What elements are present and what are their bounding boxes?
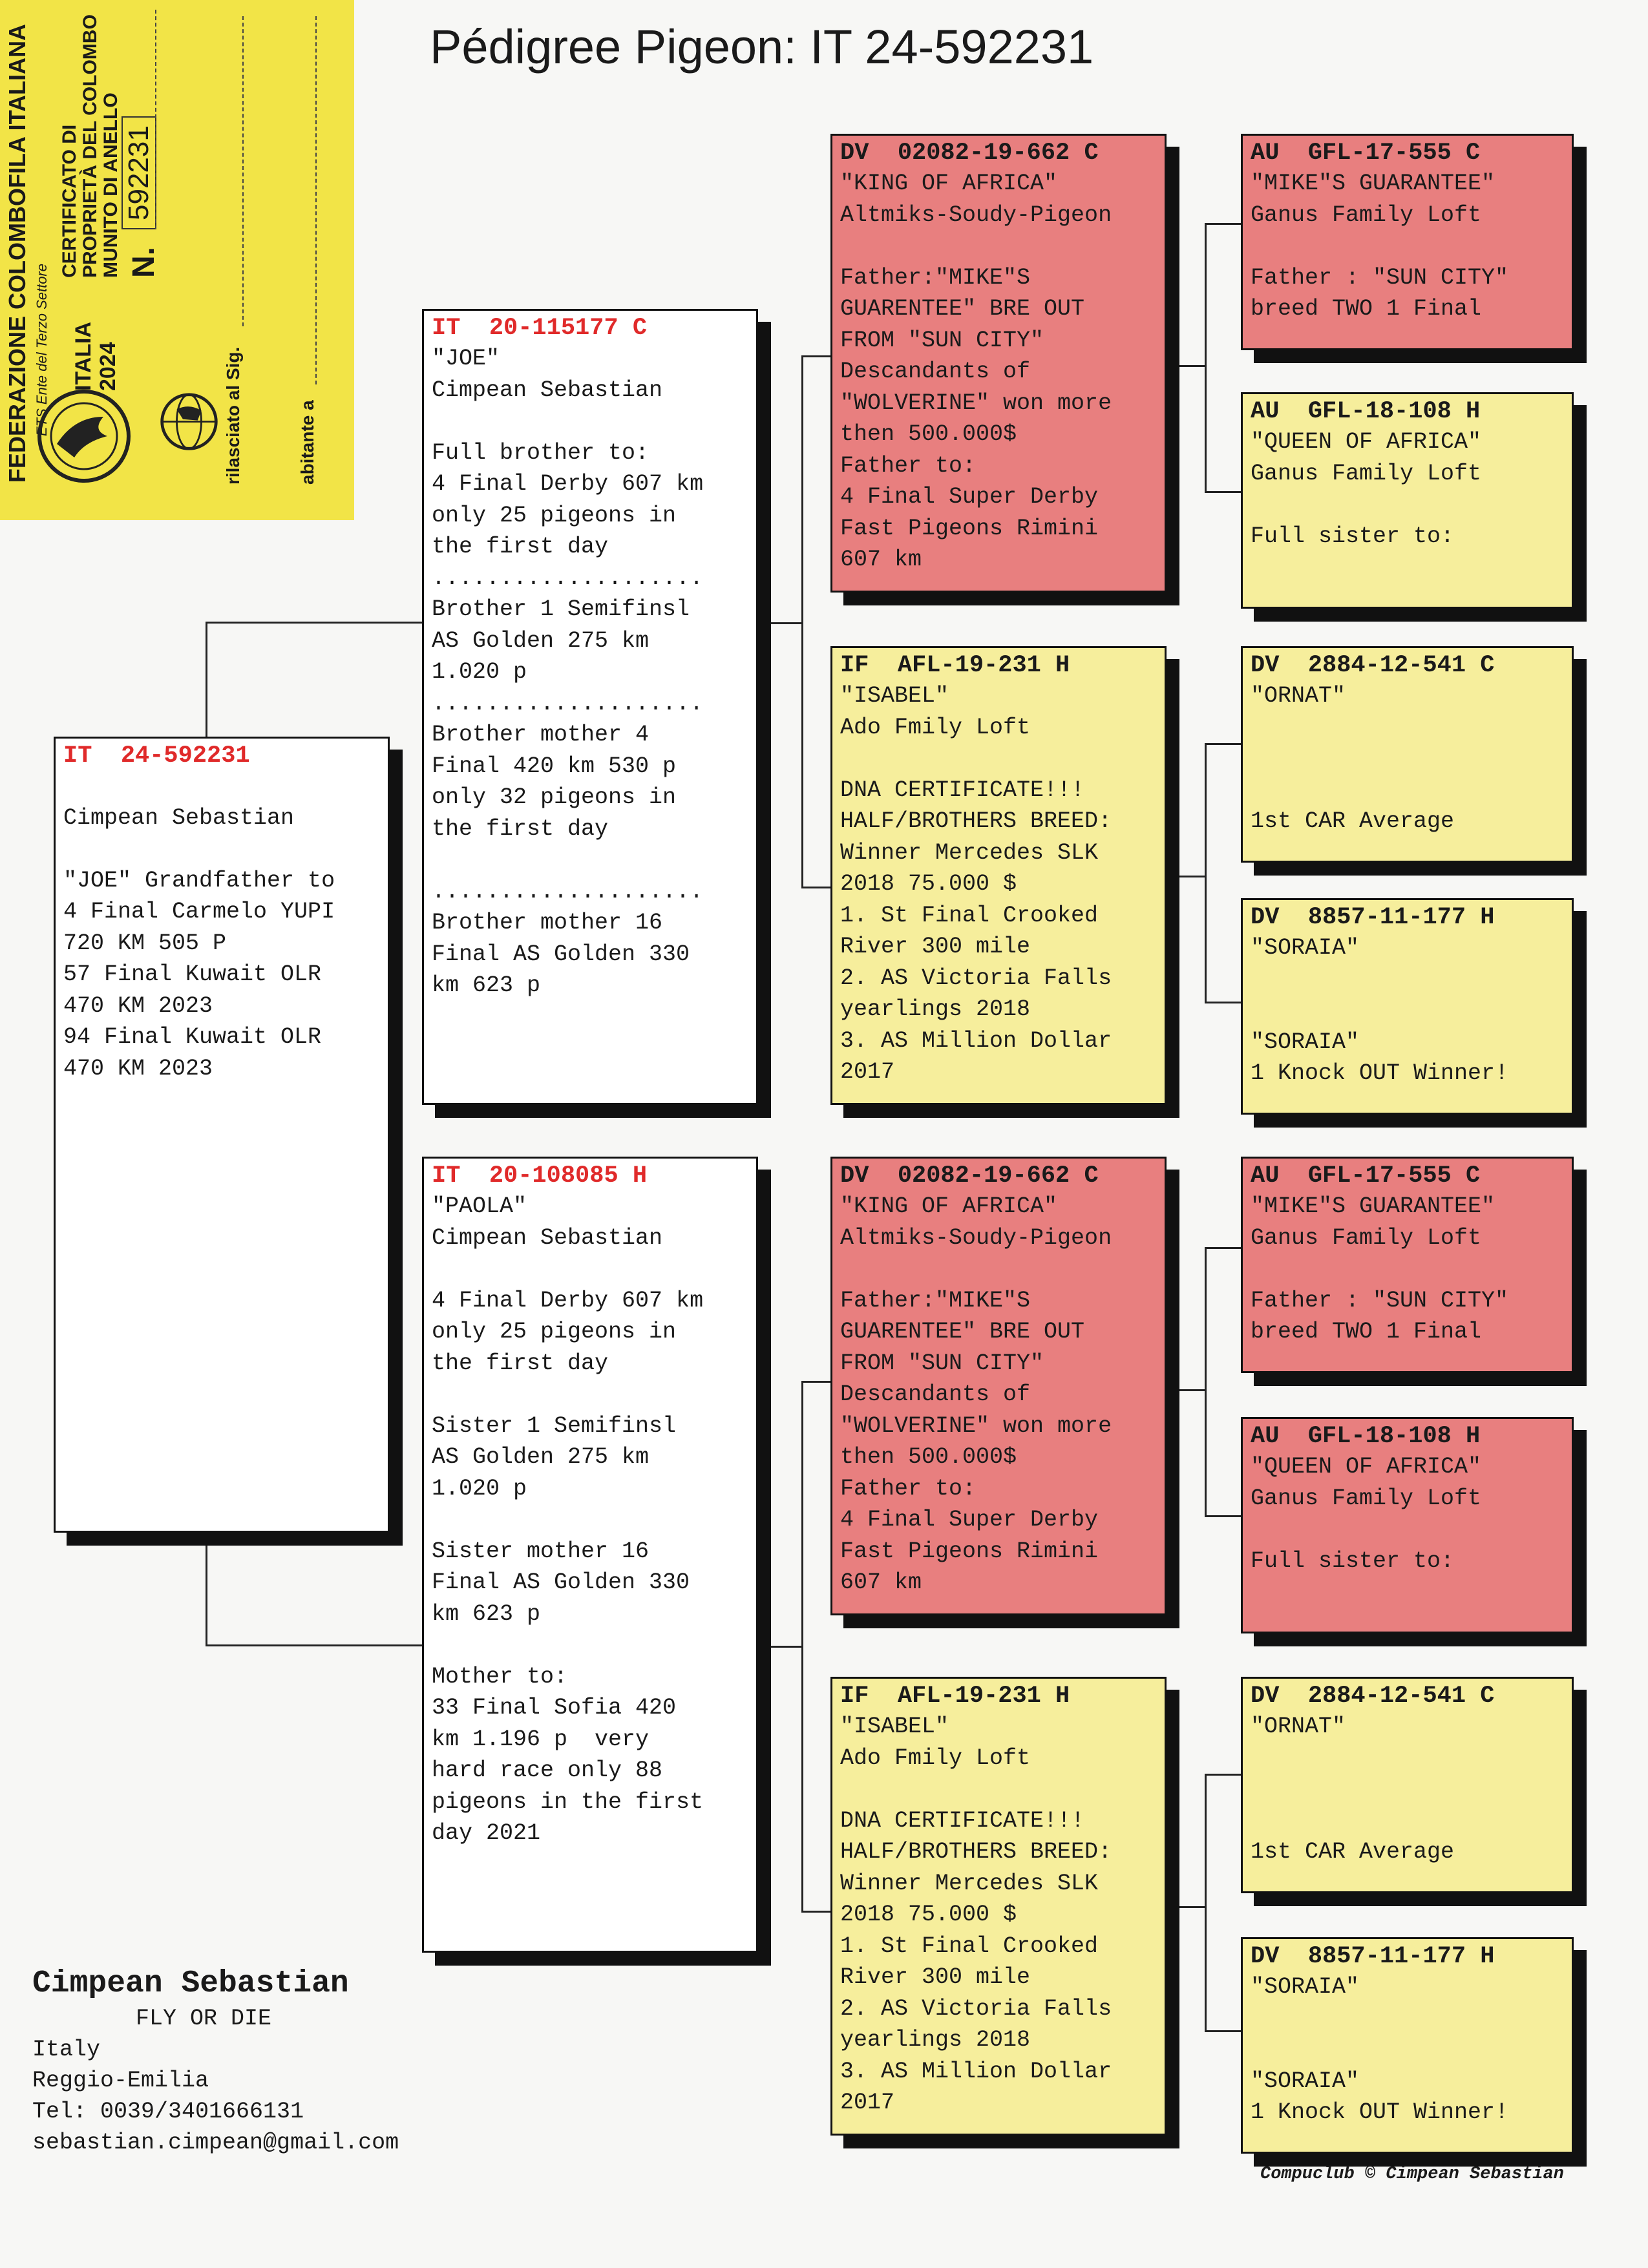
connector — [758, 1646, 803, 1648]
connector — [758, 622, 803, 624]
page-title: Pédigree Pigeon: IT 24-592231 — [430, 20, 1094, 74]
ring-number: IF AFL-19-231 H — [840, 652, 1070, 679]
pigeon-card-grandmother-paternal — [830, 646, 1167, 1105]
ring-number: DV 02082-19-662 C — [840, 1162, 1099, 1190]
connector — [801, 1381, 830, 1383]
connector — [1205, 743, 1241, 745]
pigeon-card-great-grandmother-4 — [1241, 1937, 1574, 2154]
certificate-issued-label: rilasciato al Sig. — [223, 346, 243, 485]
pigeon-details: "ISABEL" Ado Fmily Loft DNA CERTIFICATE!!! HALF/BROTHERS BREED: Winner Mercedes SLK 2018 75.000 $ 1. St Final Crooked River 300 mile 2. AS Victoria Falls yearlings 2018 3. AS Million Dollar 2017 — [840, 683, 1112, 1085]
connector — [1167, 365, 1207, 367]
pigeon-card-main — [54, 737, 390, 1533]
certificate-number-line — [155, 10, 156, 229]
ring-number: DV 2884-12-541 C — [1251, 1683, 1495, 1710]
federation-logo-icon — [36, 388, 132, 485]
ring-number: IF AFL-19-231 H — [840, 1683, 1070, 1710]
globe-logo-icon — [158, 391, 220, 452]
pigeon-details: "JOE" Cimpean Sebastian Full brother to: 4 Final Derby 607 km only 25 pigeons in the first day .................... Brother 1 Semifinsl AS Golden 275 km 1.020 p .................... Brother mother 4 Final 420 km 530 p only 32 pigeons in the first day .................... Brother mother 16 Final AS Golden 330 km 623 p — [432, 346, 704, 998]
connector — [801, 1381, 803, 1913]
owner-country: Italy — [32, 2037, 101, 2063]
connector — [1205, 1774, 1241, 1776]
ring-number: DV 2884-12-541 C — [1251, 652, 1495, 679]
pigeon-card-great-grandmother-2 — [1241, 898, 1574, 1115]
pigeon-card-great-grandfather-2 — [1241, 646, 1574, 863]
connector — [206, 622, 207, 738]
pigeon-details: "ORNAT" 1st CAR Average — [1251, 1714, 1455, 1865]
connector — [1205, 2030, 1241, 2032]
ring-number: AU GFL-18-108 H — [1251, 1423, 1481, 1450]
connector — [1205, 223, 1241, 225]
pigeon-details: "ISABEL" Ado Fmily Loft DNA CERTIFICATE!!! HALF/BROTHERS BREED: Winner Mercedes SLK 2018 75.000 $ 1. St Final Crooked River 300 mile 2. AS Victoria Falls yearlings 2018 3. AS Million Dollar 2017 — [840, 1714, 1112, 2116]
pigeon-details: "ORNAT" 1st CAR Average — [1251, 683, 1455, 834]
federation-subtitle: ETS Ente del Terzo Settore — [34, 264, 50, 436]
ownership-certificate — [0, 0, 354, 520]
connector — [1205, 1515, 1241, 1517]
connector — [1205, 223, 1207, 493]
pigeon-card-grandmother-maternal — [830, 1677, 1167, 2136]
pigeon-details: "KING OF AFRICA" Altmiks-Soudy-Pigeon Father:"MIKE"S GUARENTEE" BRE OUT FROM "SUN CITY" Descandants of "WOLVERINE" won more then 500.000$ Father to: 4 Final Super Derby Fast Pigeons Rimini 607 km — [840, 171, 1112, 572]
certificate-issued-line — [242, 16, 244, 326]
pigeon-card-great-grandfather-1 — [1241, 134, 1574, 350]
ring-number: IT 20-108085 H — [432, 1162, 648, 1190]
pigeon-card-father — [422, 309, 758, 1105]
federation-name: FEDERAZIONE COLOMBOFILA ITALIANA — [4, 24, 30, 483]
connector — [1205, 1247, 1207, 1517]
connector — [206, 1644, 422, 1646]
pigeon-card-grandfather-maternal — [830, 1157, 1167, 1615]
pigeon-details: "KING OF AFRICA" Altmiks-Soudy-Pigeon Father:"MIKE"S GUARENTEE" BRE OUT FROM "SUN CITY" Descandants of "WOLVERINE" won more then 500.000$ Father to: 4 Final Super Derby Fast Pigeons Rimini 607 km — [840, 1193, 1112, 1595]
ring-number: AU GFL-18-108 H — [1251, 398, 1481, 425]
owner-email: sebastian.cimpean@gmail.com — [32, 2130, 399, 2156]
pigeon-details: "MIKE"S GUARANTEE" Ganus Family Loft Father : "SUN CITY" breed TWO 1 Final — [1251, 171, 1509, 322]
pigeon-details: "MIKE"S GUARANTEE" Ganus Family Loft Father : "SUN CITY" breed TWO 1 Final — [1251, 1193, 1509, 1345]
certificate-heading-2: PROPRIETÀ DEL COLOMBO — [79, 14, 101, 278]
certificate-resident-label: abitante a — [297, 400, 317, 485]
pigeon-details: "QUEEN OF AFRICA" Ganus Family Loft Full sister to: — [1251, 1454, 1482, 1574]
connector — [801, 1911, 830, 1913]
owner-info — [32, 1964, 399, 2158]
connector — [801, 887, 830, 888]
certificate-resident-line — [315, 16, 317, 384]
certificate-country: ITALIA — [71, 321, 96, 391]
certificate-year: 2024 — [96, 342, 120, 391]
pigeon-details: "PAOLA" Cimpean Sebastian 4 Final Derby 607 km only 25 pigeons in the first day Sister 1 Semifinsl AS Golden 275 km 1.020 p Sister mother 16 Final AS Golden 330 km 623 p Mother to: 33 Final Sofia 420 km 1.196 p very hard race only 88 pigeons in the first day 2021 — [432, 1193, 704, 1846]
certificate-n-label: N. — [127, 247, 161, 278]
connector — [1167, 1906, 1207, 1908]
connector — [206, 622, 422, 624]
ring-number: AU GFL-17-555 C — [1251, 140, 1481, 167]
pigeon-details: "QUEEN OF AFRICA" Ganus Family Loft Full sister to: — [1251, 429, 1482, 549]
pigeon-details: "SORAIA" "SORAIA" 1 Knock OUT Winner! — [1251, 935, 1509, 1086]
connector — [1167, 876, 1207, 877]
certificate-country-year — [71, 322, 120, 391]
ring-number: DV 02082-19-662 C — [840, 140, 1099, 167]
ring-number: DV 8857-11-177 H — [1251, 904, 1495, 931]
footer-credit: Compuclub © Cimpean Sebastian — [1260, 2165, 1564, 2184]
connector — [206, 1533, 207, 1646]
ring-number: AU GFL-17-555 C — [1251, 1162, 1481, 1190]
pigeon-card-great-grandmother-1 — [1241, 392, 1574, 609]
connector — [1205, 1002, 1241, 1003]
certificate-heading-3: MUNITO DI ANELLO — [100, 92, 121, 278]
certificate-heading — [59, 14, 121, 278]
connector — [801, 355, 830, 357]
connector — [1205, 1247, 1241, 1249]
owner-city: Reggio-Emilia — [32, 2068, 209, 2094]
pigeon-details: "SORAIA" "SORAIA" 1 Knock OUT Winner! — [1251, 1974, 1509, 2125]
certificate-heading-1: CERTIFICATO DI — [59, 124, 80, 278]
connector — [1205, 491, 1241, 493]
owner-name: Cimpean Sebastian — [32, 1966, 349, 2001]
certificate-number: 592231 — [121, 116, 156, 229]
pigeon-card-great-grandmother-3 — [1241, 1417, 1574, 1633]
pigeon-card-grandfather-paternal — [830, 134, 1167, 593]
pigeon-details: Cimpean Sebastian "JOE" Grandfather to 4 Final Carmelo YUPI 720 KM 505 P 57 Final Kuwait OLR 470 KM 2023 94 Final Kuwait OLR 470 KM 2023 — [63, 804, 335, 1082]
owner-motto: FLY OR DIE — [136, 2006, 272, 2032]
connector — [1167, 1389, 1207, 1391]
connector — [1205, 1774, 1207, 2032]
ring-number: IT 20-115177 C — [432, 315, 648, 342]
ring-number: IT 24-592231 — [63, 742, 250, 770]
connector — [1205, 743, 1207, 1003]
pigeon-card-mother — [422, 1157, 758, 1953]
owner-phone: Tel: 0039/3401666131 — [32, 2099, 304, 2125]
ring-number: DV 8857-11-177 H — [1251, 1943, 1495, 1970]
pigeon-card-great-grandfather-4 — [1241, 1677, 1574, 1893]
connector — [801, 355, 803, 888]
pigeon-card-great-grandfather-3 — [1241, 1157, 1574, 1373]
